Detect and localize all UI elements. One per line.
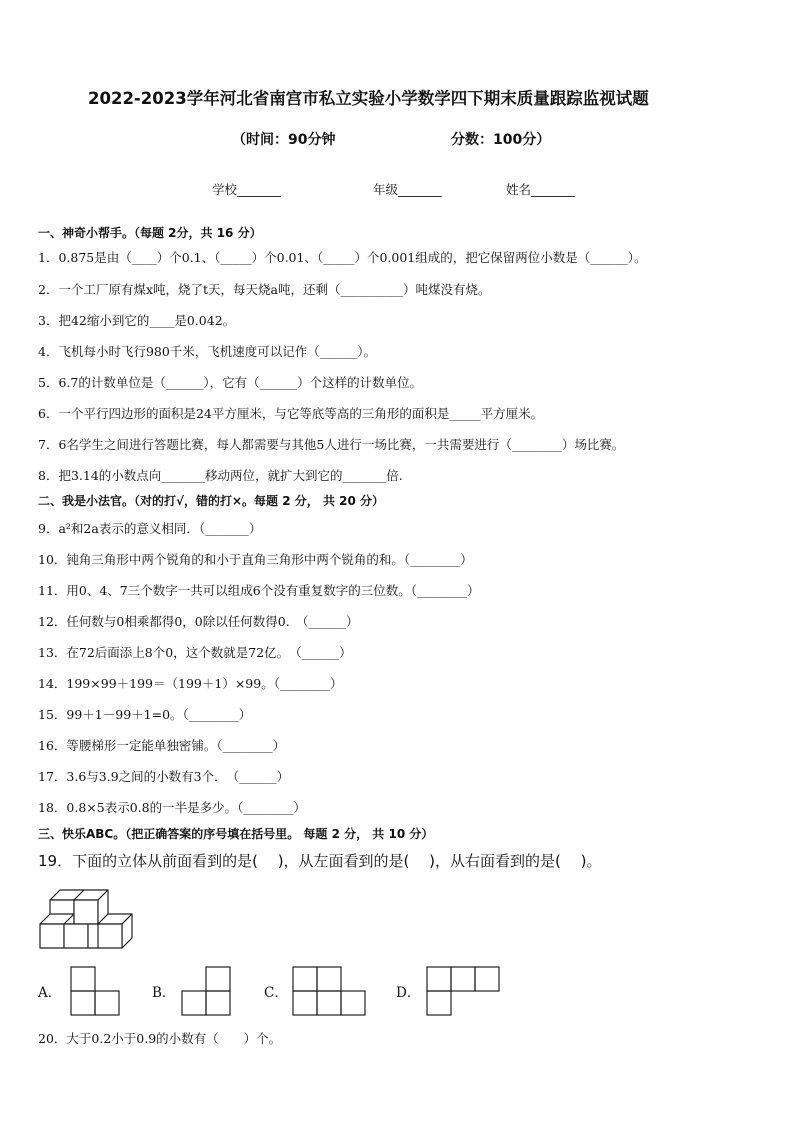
question-14: 14．199×99＋199＝（199＋1）×99。（________） [38,676,343,691]
option-b-figure [181,966,231,1016]
section-3-heading: 三、快乐ABC。（把正确答案的序号填在括号里。 每题 2 分， 共 10 分） [38,827,434,841]
question-20: 20．大于0.2小于0.9的小数有（ ）个。 [38,1031,282,1046]
question-5: 5．6.7的计数单位是（______），它有（______）个这样的计数单位。 [38,375,423,390]
question-12: 12．任何数与0相乘都得0，0除以任何数得0. （______） [38,614,359,629]
question-2: 2．一个工厂原有煤x吨，烧了t天，每天烧a吨，还剩（__________）吨煤没有烧。 [38,282,491,297]
option-a-label: A． [38,985,62,1001]
question-17: 17．3.6与3.9之间的小数有3个． （______） [38,769,290,784]
question-4: 4．飞机每小时飞行980千米，飞机速度可以记作（______）。 [38,344,377,359]
question-11: 11．用0、4、7三个数字一共可以组成6个没有重复数字的三位数。（________） [38,583,480,598]
name-field: 姓名_______ [506,182,575,197]
section-2-heading: 二、我是小法官。（对的打√，错的打×。每题 2 分， 共 20 分） [38,494,384,508]
option-d-figure [426,966,500,1016]
question-10: 10．钝角三角形中两个锐角的和小于直角三角形中两个锐角的和。（________） [38,552,473,567]
option-d-label: D． [396,985,421,1001]
question-7: 7．6名学生之间进行答题比赛，每人都需要与其他5人进行一场比赛，一共需要进行（________）场比赛。 [38,437,625,452]
option-a-figure [70,966,120,1016]
section-1-heading: 一、神奇小帮手。（每题 2分，共 16 分） [38,226,262,240]
school-field: 学校_______ [212,182,281,197]
exam-time: （时间：90分钟 [232,132,336,148]
cube-stack-figure [40,884,135,952]
grade-field: 年级_______ [373,182,442,197]
question-13: 13．在72后面添上8个0，这个数就是72亿。 （______） [38,645,352,660]
question-19: 19．下面的立体从前面看到的是( )，从左面看到的是( )，从右面看到的是( )。 [38,852,602,870]
exam-title: 2022-2023学年河北省南宫市私立实验小学数学四下期末质量跟踪监视试题 [88,89,649,108]
question-16: 16．等腰梯形一定能单独密铺。（________） [38,738,286,753]
option-c-label: C． [264,985,288,1001]
question-8: 8．把3.14的小数点向_______移动两位，就扩大到它的_______倍. [38,468,403,483]
exam-score: 分数：100分） [451,132,551,148]
question-9: 9．a²和2a表示的意义相同．（_______） [38,521,262,536]
question-18: 18．0.8×5表示0.8的一半是多少。（________） [38,800,306,815]
question-1: 1．0.875是由（____）个0.1、（_____）个0.01、（_____）个0.001组成的，把它保留两位小数是（______）。 [38,250,647,265]
option-b-label: B． [152,985,176,1001]
question-6: 6．一个平行四边形的面积是24平方厘米，与它等底等高的三角形的面积是_____平方厘米。 [38,406,544,421]
option-c-figure [292,966,366,1016]
question-15: 15．99＋1－99＋1=0。（________） [38,707,252,722]
question-3: 3．把42缩小到它的____是0.042。 [38,313,236,328]
